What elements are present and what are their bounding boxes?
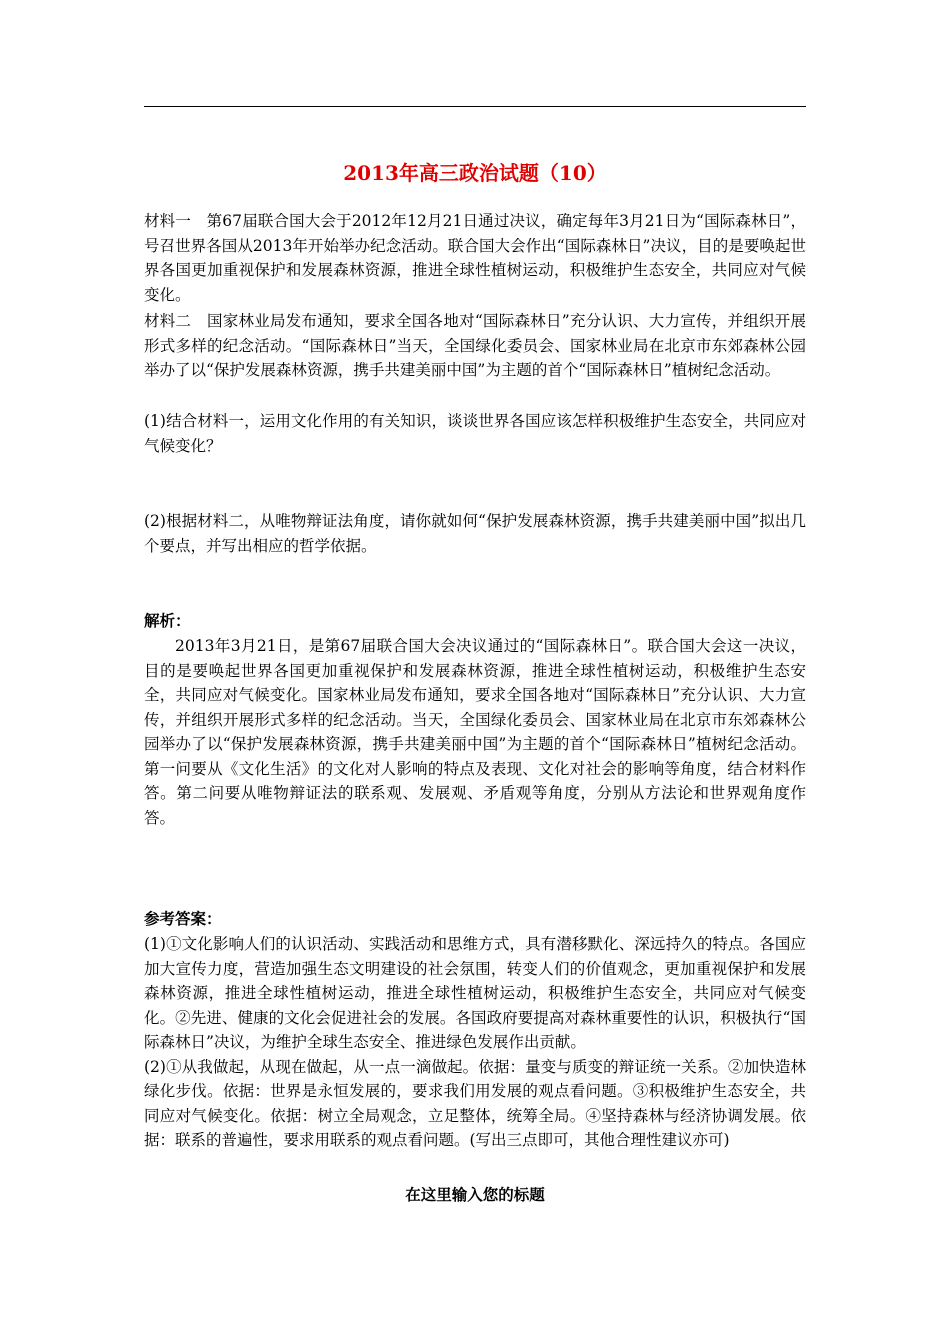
material-one: [144, 209, 806, 307]
answer-two-text: (2)①从我做起，从现在做起，从一点一滴做起。依据：量变与质变的辩证统一关系。②加快造林绿化步伐。依据：世界是永恒发展的，要求我们用发展的观点看问题。③积极维护生态安全，共同应对气候变化。依据：树立全局观念，立足整体，统筹全局。④坚持森林与经济协调发展。依据：联系的普遍性，要求用联系的观点看问题。(写出三点即可，其他合理性建议亦可): [144, 1057, 806, 1149]
question-two: [144, 509, 806, 558]
header-rule: [144, 106, 806, 107]
question-one-text: (1)结合材料一，运用文化作用的有关知识，谈谈世界各国应该怎样积极维护生态安全，共同应对气候变化？: [144, 412, 806, 455]
analysis-body: [144, 634, 806, 830]
material-two: [144, 309, 806, 383]
page-title: 2013年高三政治试题（10）: [343, 161, 607, 185]
answer-body: [144, 932, 806, 1153]
question-two-text: (2)根据材料二，从唯物辩证法角度，请你就如何“保护发展森林资源，携手共建美丽中国”拟出几个要点，并写出相应的哲学依据。: [144, 512, 806, 555]
material-one-text: 材料一 第67届联合国大会于2012年12月21日通过决议，确定每年3月21日为“国际森林日”，号召世界各国从2013年开始举办纪念活动。联合国大会作出“国际森林日”决议，目的是要唤起世界各国更加重视保护和发展森林资源，推进全球性植树运动，积极维护生态安全，共同应对气候变化。: [144, 212, 806, 304]
analysis-text: 2013年3月21日，是第67届联合国大会决议通过的“国际森林日”。联合国大会这一决议，目的是要唤起世界各国更加重视保护和发展森林资源，推进全球性植树运动，积极维护生态安全，共同应对气候变化。国家林业局发布通知，要求全国各地对“国际森林日”充分认识、大力宣传，并组织开展形式多样的纪念活动。当天，全国绿化委员会、国家林业局在北京市东郊森林公园举办了以“保护发展森林资源，携手共建美丽中国”为主题的首个“国际森林日”植树纪念活动。第一问要从《文化生活》的文化对人影响的特点及表现、文化对社会的影响等角度，结合材料作答。第二问要从唯物辩证法的联系观、发展观、矛盾观等角度，分别从方法论和世界观角度作答。: [144, 637, 806, 827]
answer-one-text: (1)①文化影响人们的认识活动、实践活动和思维方式，具有潜移默化、深远持久的特点。各国应加大宣传力度，营造加强生态文明建设的社会氛围，转变人们的价值观念，更加重视保护和发展森林资源，推进全球性植树运动，推进全球性植树运动，积极维护生态安全，共同应对气候变化。②先进、健康的文化会促进社会的发展。各国政府要提高对森林重要性的认识，积极执行“国际森林日”决议，为维护全球生态安全、推进绿色发展作出贡献。: [144, 935, 806, 1051]
footer-title: 在这里输入您的标题: [405, 1185, 545, 1204]
analysis-heading: 解析：: [144, 611, 191, 630]
material-two-text: 材料二 国家林业局发布通知，要求全国各地对“国际森林日”充分认识、大力宣传，并组织开展形式多样的纪念活动。“国际森林日”当天，全国绿化委员会、国家林业局在北京市东郊森林公园举办了以“保护发展森林资源，携手共建美丽中国”为主题的首个“国际森林日”植树纪念活动。: [144, 312, 806, 379]
answer-heading: 参考答案：: [144, 909, 222, 928]
question-one: [144, 409, 806, 458]
